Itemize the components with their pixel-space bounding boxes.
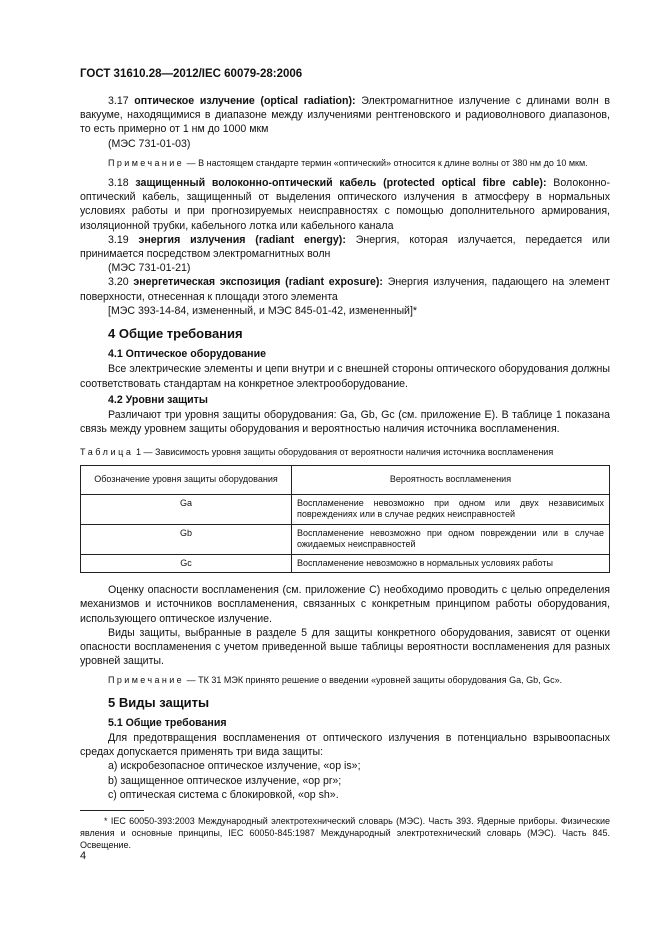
note: [80, 674, 610, 686]
table-caption-text: 1 — Зависимость уровня защиты оборудования от вероятности наличия источника воспламенения: [136, 447, 554, 458]
note-label: Примечание: [108, 157, 185, 168]
subsection-4-2-title: 4.2 Уровни защиты: [108, 393, 208, 406]
table-caption-label: Таблица: [80, 447, 134, 458]
list-item: b) защищенное оптическое излучение, «op pr»;: [108, 774, 342, 787]
clause-3-19: [80, 233, 610, 261]
clause-text: Электромагнитное излучение с длинами волн в вакууме, находящимися в диапазоне между излучениями рентгеновского и радиоволнового диапазонов, то есть примерно от 1 нм до 1000 мкм: [80, 95, 610, 136]
subsection-4-2-text: Различают три уровня защиты оборудования: Ga, Gb, Gc (см. приложение E). В таблице 1 показана связь между уровнем защиты оборудования и вероятностью наличия источника воспламенения.: [80, 409, 610, 436]
table-header-level: Обозначение уровня защиты оборудования: [81, 465, 292, 494]
table-row: [81, 524, 610, 554]
clause-term: оптическое излучение (optical radiation):: [134, 95, 356, 107]
table-header-probability: Вероятность воспламенения: [292, 465, 610, 494]
clause-reference: [МЭС 393-14-84, измененный, и МЭС 845-01-42, измененный]*: [108, 304, 418, 317]
clause-text: Волоконно-оптический кабель, защищенный от выделения оптического излучения в атмосферу в нормальных условиях работы и при прогнозируемых неисправностях с помощью дополнительного армирования, изоляционной трубки, кабельного лотка или кабельного канала: [80, 177, 610, 232]
note-text: — В настоящем стандарте термин «оптический» относится к длине волны от 380 нм до 10 мкм.: [186, 157, 588, 168]
table-cell-level: Ga: [81, 494, 292, 524]
clause-number: 3.19: [108, 233, 129, 246]
protection-level-table: [80, 465, 610, 574]
paragraph: Оценку опасности воспламенения (см. приложение С) необходимо проводить с целью определения механизмов и источников воспламенения, связанных с конкретным принципом работы оборудования, использующего оптическое излучение.: [80, 584, 610, 625]
clause-3-20: [80, 275, 610, 303]
note-label: Примечание: [108, 675, 185, 686]
subsection-4-1-title: 4.1 Оптическое оборудование: [108, 348, 266, 361]
table-caption: [80, 445, 610, 459]
clause-3-17: [80, 94, 610, 137]
list-item: c) оптическая система с блокировкой, «op sh».: [108, 788, 339, 801]
clause-term: защищенный волоконно-оптический кабель (protected optical fibre cable):: [135, 177, 547, 190]
page-number: 4: [80, 850, 87, 862]
table-cell-probability: Воспламенение невозможно при одном или двух независимых повреждениях или в случае редких неисправностей: [292, 494, 610, 524]
clause-number: 3.18: [108, 177, 129, 190]
table-header-row: [81, 465, 610, 494]
clause-term: энергетическая экспозиция (radiant exposure):: [133, 276, 383, 289]
table-cell-level: Gc: [81, 554, 292, 573]
paragraph: Виды защиты, выбранные в разделе 5 для защиты конкретного оборудования, зависят от оценки опасности воспламенения с учетом приведенной выше таблицы вероятности воспламенения для разных уровней защиты.: [80, 626, 610, 668]
document-header: ГОСТ 31610.28—2012/IEC 60079-28:2006: [80, 68, 303, 80]
footnote-divider: [80, 810, 144, 811]
clause-reference: (МЭС 731-01-03): [108, 137, 191, 150]
table-cell-probability: Воспламенение невозможно при одном повреждении или в случае ожидаемых неисправностей: [292, 524, 610, 554]
clause-number: 3.17: [108, 95, 129, 107]
clause-text: Энергия излучения, падающего на элемент поверхности, отнесенная к площади этого элемента: [80, 276, 611, 303]
footnote: * IEC 60050-393:2003 Международный электротехнический словарь (МЭС). Часть 393. Ядерные приборы. Физические явления и основные принципы, IEC 60050-845:1987 Международный электротехнический словарь (МЭС). Часть 845. Освещение.: [80, 816, 610, 851]
table-row: [81, 554, 610, 573]
subsection-5-1-text: Для предотвращения воспламенения от оптического излучения в потенциально взрывоопасных средах допускается применять три вида защиты:: [80, 732, 610, 759]
subsection-4-1-text: Все электрические элементы и цепи внутри и с внешней стороны оптического оборудования должны соответствовать стандартам на конкретное электрооборудование.: [80, 363, 610, 390]
note-text: — ТК 31 МЭК принято решение о введении «уровней защиты оборудования Ga, Gb, Gc».: [186, 675, 563, 686]
clause-term: энергия излучения (radiant energy):: [138, 233, 346, 246]
table-row: [81, 494, 610, 524]
clause-text: Энергия, которая излучается, передается или принимается посредством электромагнитных волн: [80, 233, 610, 261]
document-body: [80, 94, 610, 852]
clause-3-18: [80, 176, 610, 233]
note: [80, 157, 610, 169]
table-cell-probability: Воспламенение невозможно в нормальных условиях работы: [292, 554, 610, 573]
section-4-title: 4 Общие требования: [108, 326, 243, 342]
section-5-title: 5 Виды защиты: [108, 694, 210, 710]
list-item: a) искробезопасное оптическое излучение, «op is»;: [108, 760, 361, 773]
subsection-5-1-title: 5.1 Общие требования: [108, 716, 227, 729]
clause-reference: (МЭС 731-01-21): [108, 262, 191, 275]
table-cell-level: Gb: [81, 524, 292, 554]
clause-number: 3.20: [108, 276, 129, 289]
